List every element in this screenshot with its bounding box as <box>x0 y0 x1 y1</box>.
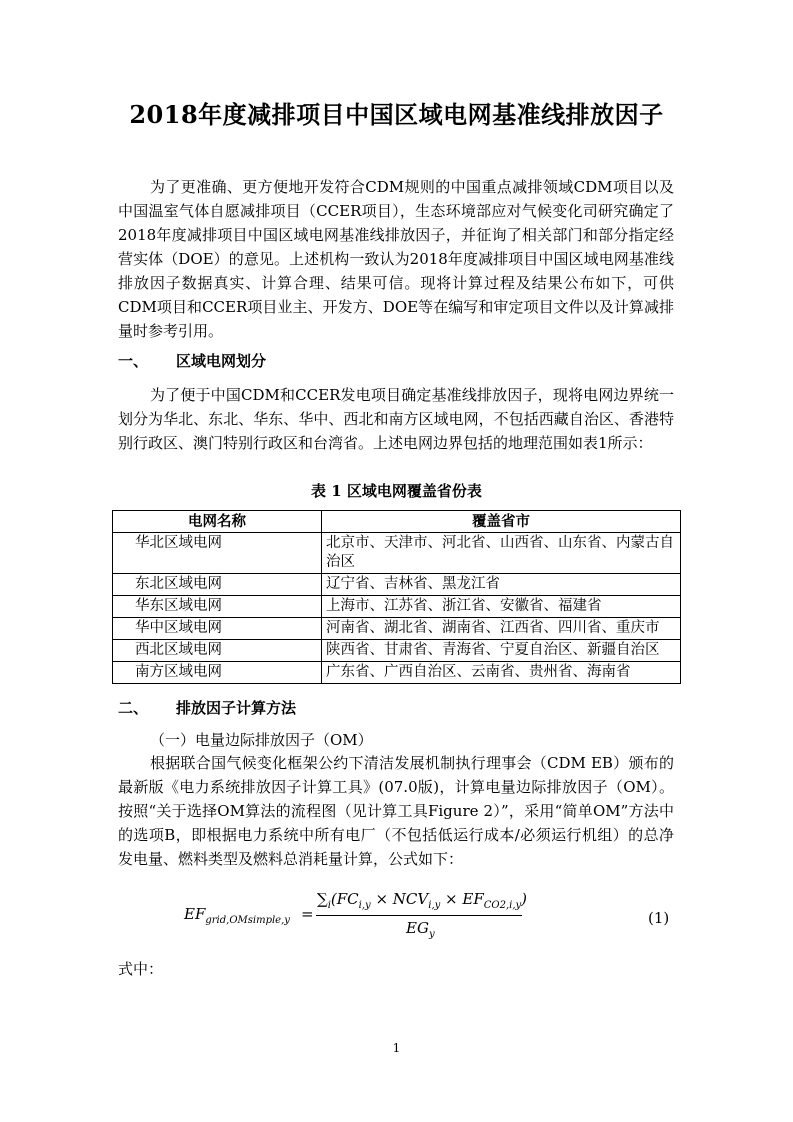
formula-equals: = <box>301 905 314 923</box>
section-title: 排放因子计算方法 <box>176 699 297 717</box>
grid-name-cell: 华北区域电网 <box>113 533 322 574</box>
om-method-paragraph: 根据联合国气候变化框架公约下清洁发展机制执行理事会（CDM EB）颁布的最新版《电力系统排放因子计算工具》(07.0版)，计算电量边际排放因子（OM）。按照“关于选择OM算法的流程图（见计算工具Figure 2）”，采用“简单OM”方法中的选项B，即根据电力系统中所有电厂（不包括低运行成本/必须运行机组）的总净发电量、燃料类型及燃料总消耗量计算，公式如下： <box>118 754 674 868</box>
table-row <box>113 533 681 574</box>
formula-denominator: $EG_y$ <box>406 919 435 940</box>
grid-name-cell: 华中区域电网 <box>113 618 322 640</box>
provinces-cell: 河南省、湖北省、湖南省、江西省、四川省、重庆市 <box>322 618 681 640</box>
section-heading-method <box>118 697 296 719</box>
page-title: 2018年度减排项目中国区域电网基准线排放因子 <box>129 100 664 129</box>
provinces-cell: 北京市、天津市、河北省、山西省、山东省、内蒙古自治区 <box>322 533 681 574</box>
equation-number: (1) <box>648 909 670 927</box>
om-formula <box>184 888 528 942</box>
section-number: 二、 <box>118 699 149 717</box>
grid-name-cell: 西北区域电网 <box>113 640 322 662</box>
table-row <box>113 574 681 596</box>
provinces-cell: 广东省、广西自治区、云南省、贵州省、海南省 <box>322 662 681 684</box>
grid-division-paragraph: 为了便于中国CDM和CCER发电项目确定基准线排放因子，现将电网边界统一划分为华北、东北、华东、华中、西北和南方区域电网，不包括西藏自治区、香港特别行政区、澳门特别行政区和台湾省。上述电网边界包括的地理范围如表1所示： <box>118 386 674 452</box>
intro-paragraph: 为了更准确、更方便地开发符合CDM规则的中国重点减排领域CDM项目以及中国温室气体自愿减排项目（CCER项目），生态环境部应对气候变化司研究确定了2018年度减排项目中国区域电网基准线排放因子，并征询了相关部门和部分指定经营实体（DOE）的意见。上述机构一致认为2018年度减排项目中国区域电网基准线排放因子数据真实、计算合理、结果可信。现将计算过程及结果公布如下，可供CDM项目和CCER项目业主、开发方、DOE等在编写和审定项目文件以及计算减排量时参考引用。 <box>118 178 674 340</box>
grid-name-cell: 华东区域电网 <box>113 596 322 618</box>
fraction-bar <box>316 915 522 916</box>
page-number: 1 <box>392 1041 401 1055</box>
grid-name-cell: 南方区域电网 <box>113 662 322 684</box>
subsection-heading-om: （一）电量边际排放因子（OM） <box>150 731 373 749</box>
provinces-cell: 陕西省、甘肃省、青海省、宁夏自治区、新疆自治区 <box>322 640 681 662</box>
table-header-grid-name: 电网名称 <box>113 511 322 533</box>
section-heading-grid-division <box>118 350 266 372</box>
where-label: 式中： <box>118 960 164 978</box>
region-grid-table <box>112 510 681 684</box>
table-header-provinces: 覆盖省市 <box>322 511 681 533</box>
section-title: 区域电网划分 <box>176 352 267 370</box>
table-row <box>113 662 681 684</box>
table-header-row <box>113 511 681 533</box>
section-number: 一、 <box>118 352 149 370</box>
provinces-cell: 上海市、江苏省、浙江省、安徽省、福建省 <box>322 596 681 618</box>
table-row <box>113 618 681 640</box>
table-row <box>113 640 681 662</box>
provinces-cell: 辽宁省、吉林省、黑龙江省 <box>322 574 681 596</box>
table-row <box>113 596 681 618</box>
formula-numerator: $\sum_i(FC_{i,y} \times NCV_{i,y} \times EF_{CO2,i,y})$ <box>317 890 528 911</box>
table-caption: 表 1 区域电网覆盖省份表 <box>311 482 482 500</box>
grid-name-cell: 东北区域电网 <box>113 574 322 596</box>
formula-lhs: $EF_{grid,OMsimple,y}$ <box>184 905 290 926</box>
